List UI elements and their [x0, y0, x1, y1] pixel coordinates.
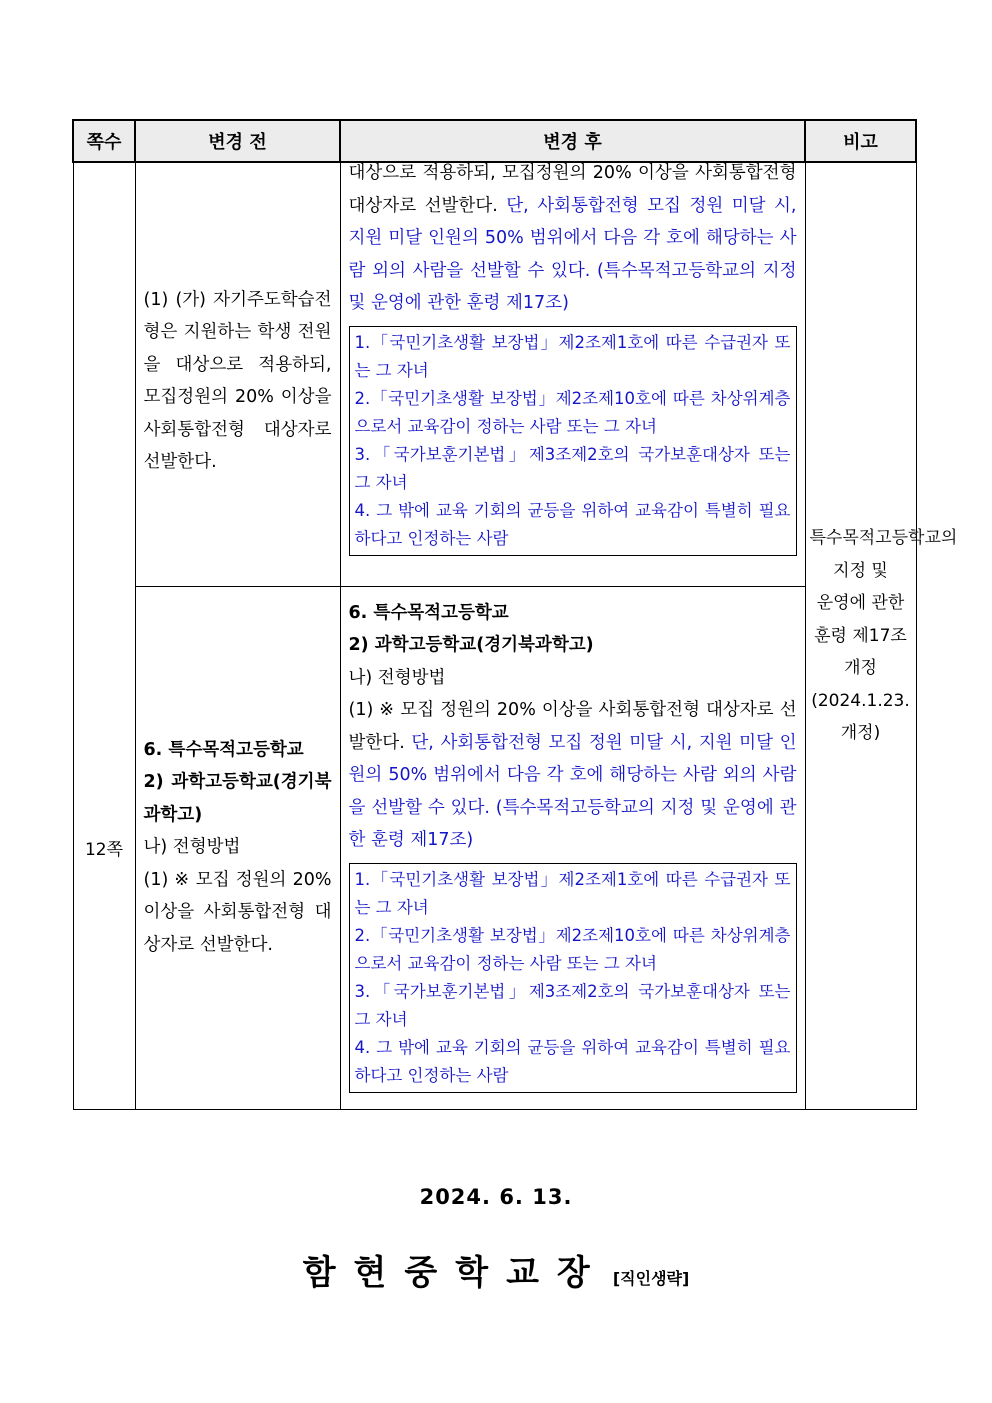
row2-page-cell: 12쪽 [73, 586, 135, 1109]
signature-line [0, 1245, 992, 1294]
row2-after-heading1: 6. 특수목적고등학교 [348, 602, 509, 623]
list-item: 4. 그 밖에 교육 기회의 균등을 위하여 교육감이 특별히 필요하다고 인정하는 사람 [354, 1037, 791, 1085]
row1-after-cell [340, 162, 805, 586]
list-item: 2.「국민기초생활 보장법」제2조제10호에 따른 차상위계층으로서 교육감이 정하는 사람 또는 그 자녀 [354, 925, 791, 973]
row1-after-text [349, 157, 797, 320]
row2-after-text [349, 694, 797, 857]
list-item: 2.「국민기초생활 보장법」제2조제10호에 따른 차상위계층으로서 교육감이 정하는 사람 또는 그 자녀 [354, 388, 791, 436]
row2-after-blue: 단, 사회통합전형 모집 정원 미달 시, 지원 미달 인원의 50% 범위에서 다음 각 호에 해당하는 사람 외의 사람을 선발할 수 있다. (특수목적고등학교의 지정 및 운영에 관한 훈령 제17조) [348, 732, 797, 850]
row1-before-text: (1) (가) 자기주도학습전형은 지원하는 학생 전원을 대상으로 적용하되, 모집정원의 20% 이상을 사회통합전형 대상자로 선발한다. [143, 289, 332, 473]
document-date: 2024. 6. 13. [419, 1185, 573, 1209]
row2-before-cell [135, 586, 340, 1109]
list-item: 3.「국가보훈기본법」제3조제2호의 국가보훈대상자 또는 그 자녀 [354, 981, 791, 1029]
row2-after-sub: 나) 전형방법 [348, 667, 446, 688]
header-row [73, 120, 916, 162]
row2-after-heading2: 2) 과학고등학교(경기북과학고) [348, 635, 594, 655]
row2-criteria-list [349, 863, 797, 1093]
stamp-omitted-note: [직인생략] [612, 1269, 690, 1288]
table-row [73, 162, 916, 586]
row1-before-cell [135, 162, 340, 586]
row2-after-black: (1) ※ 모집 정원의 20% 이상을 사회통합전형 대상자로 선발한다. [348, 700, 797, 753]
row1-criteria-list [349, 326, 797, 556]
row2-before-text: (1) ※ 모집 정원의 20% 이상을 사회통합전형 대상자로 선발한다. [143, 869, 332, 955]
header-after: 변경 후 [340, 120, 805, 162]
row1-after-blue: 단, 사회통합전형 모집 정원 미달 시, 지원 미달 인원의 50% 범위에서 다음 각 호에 해당하는 사람 외의 사람을 선발할 수 있다. (특수목적고등학교의 지정 및 운영에 관한 훈령 제17조) [348, 195, 797, 313]
row2-after-cell [340, 586, 805, 1109]
note-cell [805, 162, 958, 1109]
row1-after-black: 대상으로 적용하되, 모집정원의 20% 이상을 사회통합전형 대상자로 선발한다. [348, 163, 797, 216]
header-before: 변경 전 [135, 120, 340, 162]
note-text: 특수목적고등학교의 지정 및 운영에 관한 훈령 제17조 개정 (2024.1.23. 개정) [809, 528, 958, 743]
header-note: 비고 [805, 120, 916, 162]
row2-before-sub: 나) 전형방법 [143, 837, 241, 858]
list-item: 3.「국가보훈기본법」제3조제2호의 국가보훈대상자 또는 그 자녀 [354, 444, 791, 492]
amendment-table [72, 119, 958, 1110]
row2-before-heading1: 6. 특수목적고등학교 [143, 739, 304, 760]
list-item: 1.「국민기초생활 보장법」제2조제1호에 따른 수급권자 또는 그 자녀 [354, 332, 791, 380]
row2-before-heading2: 2) 과학고등학교(경기북과학고) [143, 772, 332, 825]
table-row [73, 586, 916, 1109]
row1-page-cell [73, 162, 135, 586]
signer-name: 함현중학교장 [302, 1253, 608, 1293]
list-item: 4. 그 밖에 교육 기회의 균등을 위하여 교육감이 특별히 필요하다고 인정하는 사람 [354, 500, 791, 548]
list-item: 1.「국민기초생활 보장법」제2조제1호에 따른 수급권자 또는 그 자녀 [354, 869, 791, 917]
header-page: 쪽수 [73, 120, 135, 162]
